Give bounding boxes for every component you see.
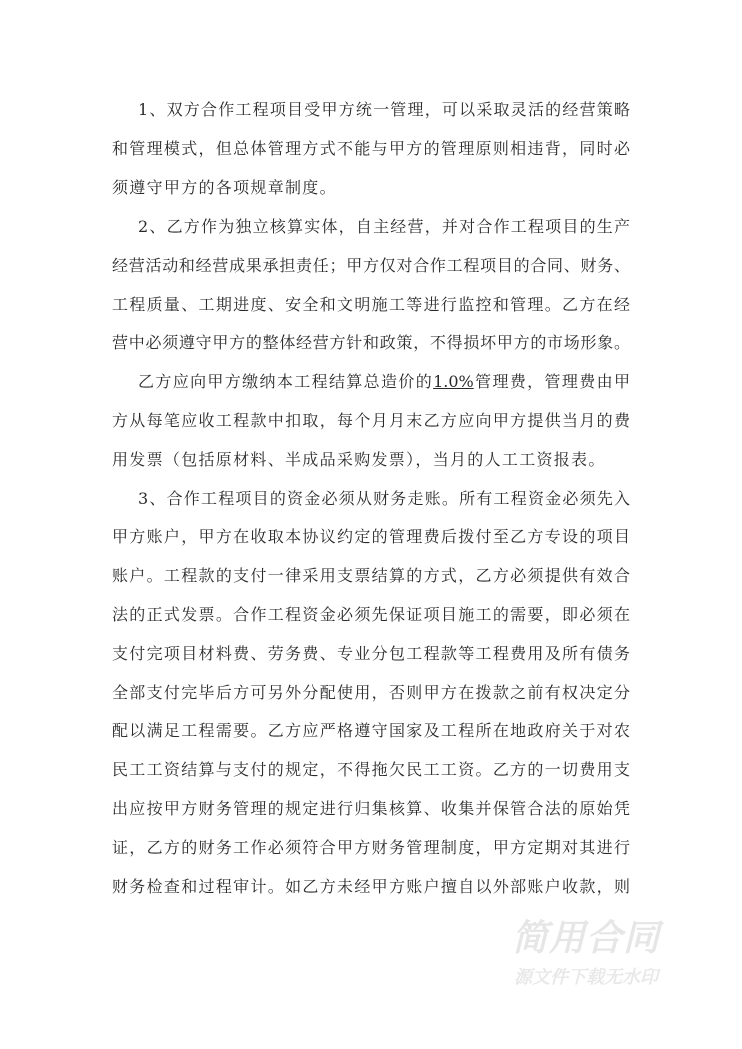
fee-rate: 1.0% xyxy=(433,372,474,391)
text-line: 3、合作工程项目的资金必须从财务走账。所有工程资金必须先入 xyxy=(138,489,630,508)
text-line: 支付完项目材料费、劳务费、专业分包工程款等工程费用及所有债务 xyxy=(112,644,630,663)
text-line: 1、双方合作工程项目受甲方统一管理，可以采取灵活的经营策略 xyxy=(138,100,630,119)
text-line: 证，乙方的财务工作必须符合甲方财务管理制度，甲方定期对其进行 xyxy=(112,838,630,857)
text-segment: 管理费，管理费由甲 xyxy=(473,372,630,391)
text-segment: 乙方应向甲方缴纳本工程结算总造价的 xyxy=(138,372,434,391)
text-line: 工程质量、工期进度、安全和文明施工等进行监控和管理。乙方在经 xyxy=(112,295,630,314)
text-line: 账户。工程款的支付一律采用支票结算的方式，乙方必须提供有效合 xyxy=(112,566,630,585)
watermark-tagline: 源文件下载无水印 xyxy=(514,967,658,988)
text-line: 方从每笔应收工程款中扣取，每个月月末乙方应向甲方提供当月的费 xyxy=(112,411,630,430)
text-line-fee xyxy=(138,369,630,395)
text-line: 财务检查和过程审计。如乙方未经甲方账户擅自以外部账户收款，则 xyxy=(112,877,630,896)
text-line: 和管理模式，但总体管理方式不能与甲方的管理原则相违背，同时必 xyxy=(112,139,630,158)
watermark-brand: 简用合同 xyxy=(512,918,661,959)
text-line: 营中必须遵守甲方的整体经营方针和政策，不得损坏甲方的市场形象。 xyxy=(112,333,630,352)
text-line: 甲方账户，甲方在收取本协议约定的管理费后拨付至乙方专设的项目 xyxy=(112,527,630,546)
text-line: 经营活动和经营成果承担责任；甲方仅对合作工程项目的合同、财务、 xyxy=(112,256,630,275)
text-line: 2、乙方作为独立核算实体，自主经营，并对合作工程项目的生产 xyxy=(138,217,630,236)
text-line: 全部支付完毕后方可另外分配使用，否则甲方在拨款之前有权决定分 xyxy=(112,683,630,702)
text-line: 民工工资结算与支付的规定，不得拖欠民工工资。乙方的一切费用支 xyxy=(112,760,630,779)
text-line: 配以满足工程需要。乙方应严格遵守国家及工程所在地政府关于对农 xyxy=(112,721,630,740)
text-line: 用发票（包括原材料、半成品采购发票），当月的人工工资报表。 xyxy=(112,450,606,469)
text-line: 须遵守甲方的各项规章制度。 xyxy=(112,178,337,197)
text-line: 法的正式发票。合作工程资金必须先保证项目施工的需要，即必须在 xyxy=(112,605,630,624)
text-line: 出应按甲方财务管理的规定进行归集核算、收集并保管合法的原始凭 xyxy=(112,799,630,818)
